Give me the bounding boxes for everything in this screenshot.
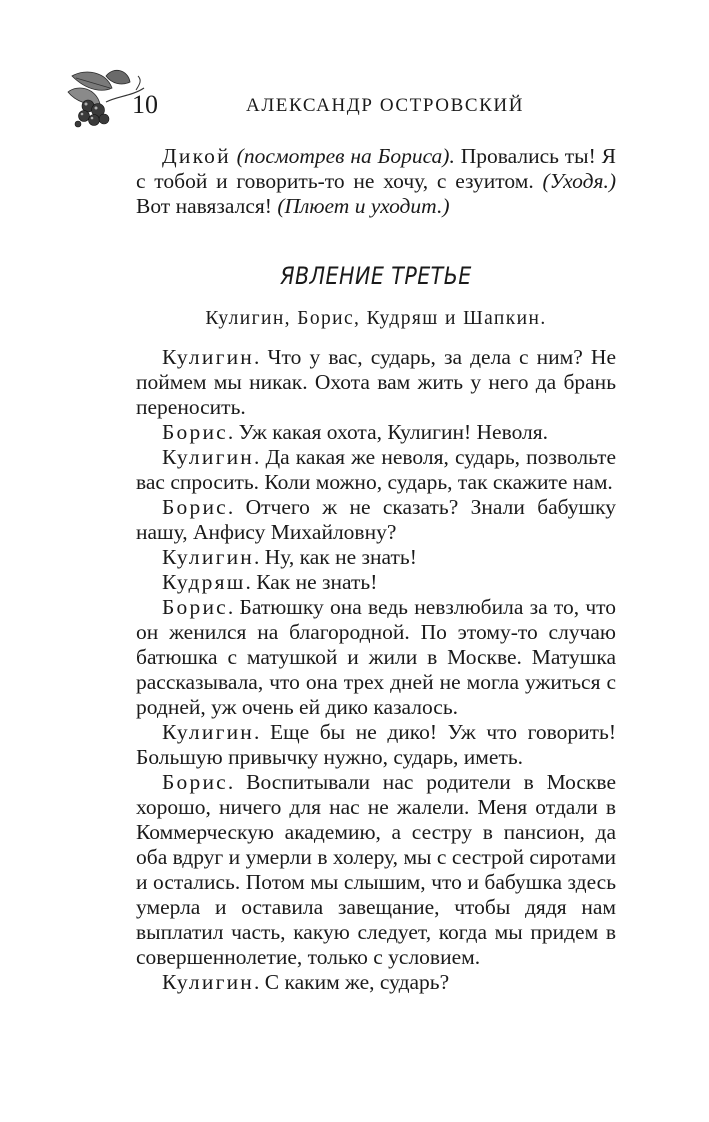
speaker-name: Кулигин — [162, 720, 254, 744]
scene-cast: Кулигин, Борис, Кудряш и Шапкин. — [205, 308, 547, 329]
stage-direction: (Плюет и уходит.) — [277, 194, 450, 218]
dialogue-line — [136, 445, 616, 495]
speaker-name: Дикой — [162, 144, 231, 168]
dialogue-text: . Ну, как не знать! — [254, 545, 417, 569]
running-head: АЛЕКСАНДР ОСТРОВСКИЙ — [246, 95, 525, 116]
dialogue-line — [136, 570, 616, 595]
dialogue-line — [136, 970, 616, 995]
dialogue-text: . С каким же, сударь? — [254, 970, 450, 994]
dialogue-line — [136, 720, 616, 770]
dialogue-line — [136, 595, 616, 720]
speaker-name: Кулигин — [162, 445, 254, 469]
intro-paragraph — [136, 144, 616, 219]
dialogue-text: . Воспитывали нас родители в Москве хорошо, ничего для нас не жалели. Меня отдали в Коммерческую академию, а сестру в пансион, да оба вдруг и умерли в холеру, мы с сестрой сиротами и остались. Потом мы слышим, что и бабушка здесь умерла и оставила завещание, чтобы дядя нам выплатил часть, какую следует, когда мы придем в совершеннолетие, только с условием. — [136, 770, 616, 969]
speaker-name: Борис — [162, 595, 228, 619]
speaker-name: Борис — [162, 495, 228, 519]
page-body — [136, 140, 616, 995]
dialogue-text: . Да какая же неволя, сударь, позвольте вас спросить. Коли можно, сударь, так скажите нам. — [136, 445, 616, 494]
dialogue-text: Провались ты! Я с тобой и говорить-то не хочу, с езуитом. — [136, 144, 616, 193]
dialogue-line — [136, 345, 616, 420]
stage-direction: (посмотрев на Бориса). — [236, 144, 455, 168]
speaker-name: Кулигин — [162, 545, 254, 569]
dialogue-text: . Что у вас, сударь, за дела с ним? Не поймем мы никак. Охота вам жить у него да брань переносить. — [136, 345, 616, 419]
speaker-name: Борис — [162, 420, 228, 444]
page-number: 10 — [132, 90, 158, 119]
speaker-name: Кулигин — [162, 970, 254, 994]
dialogue-text: . Батюшку она ведь невзлюбила за то, что он женился на благородной. По этому-то случаю батюшка с матушкой и жили в Москве. Матушка рассказывала, что она трех дней не могла ужиться с родней, уж очень ей дико казалось. — [136, 595, 616, 719]
dialogue-line — [136, 770, 616, 970]
dialogue-line — [136, 545, 616, 570]
dialogue-text: . Еще бы не дико! Уж что говорить! Большую привычку нужно, сударь, иметь. — [136, 720, 616, 769]
stage-direction: (Уходя.) — [542, 169, 616, 193]
speaker-name: Кудряш — [162, 570, 246, 594]
dialogue-line — [136, 495, 616, 545]
speaker-name: Кулигин — [162, 345, 254, 369]
speaker-name: Борис — [162, 770, 228, 794]
dialogue-text: . Как не знать! — [245, 570, 378, 594]
dialogue-text: Вот навязался! — [136, 194, 278, 218]
scene-title: ЯВЛЕНИЕ ТРЕТЬЕ — [280, 262, 472, 290]
dialogue-text: . Отчего ж не сказать? Знали бабушку нашу, Анфису Михайловну? — [136, 495, 616, 544]
dialogue-text: . Уж какая охота, Кулигин! Неволя. — [227, 420, 549, 444]
dialogue-line — [136, 420, 616, 445]
